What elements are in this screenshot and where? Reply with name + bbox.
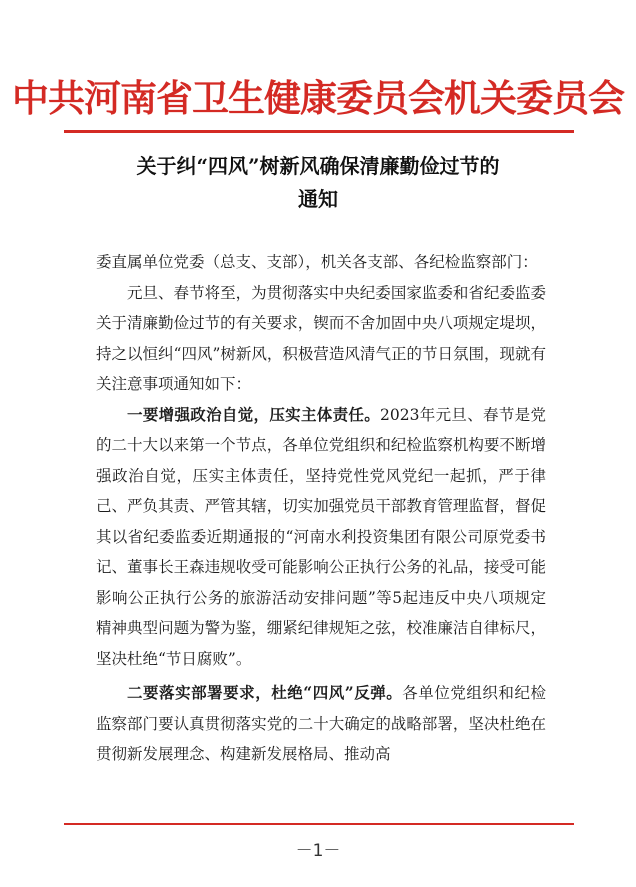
title-line-2: 通知 bbox=[298, 187, 338, 211]
section-2-paragraph bbox=[96, 678, 546, 770]
salutation: 委直属单位党委（总支、支部），机关各支部、各纪检监察部门： bbox=[96, 253, 538, 271]
title-line-1: 关于纠“四风”树新风确保清廉勤俭过节的 bbox=[136, 154, 500, 178]
document-body bbox=[96, 247, 546, 770]
page-number: －1－ bbox=[295, 841, 341, 861]
document-title bbox=[60, 150, 576, 216]
section-1-paragraph bbox=[96, 400, 546, 675]
section-2-heading: 二要落实部署要求，杜绝“四风”反弹。 bbox=[127, 683, 403, 702]
section-2-text: 各单位党组织和纪检监察部门要认真贯彻落实党的二十大确定的战略部署，坚决杜绝在贯彻新发展理念、构建新发展格局、推动高 bbox=[96, 684, 546, 763]
section-1-heading: 一要增强政治自觉，压实主体责任。 bbox=[127, 404, 381, 424]
footer-red-rule bbox=[64, 823, 574, 825]
header-red-rule bbox=[64, 130, 574, 133]
section-1-text: 2023年元旦、春节是党的二十大以来第一个节点，各单位党组织和纪检监察机构要不断增强政治自觉，压实主体责任，坚持党性党风党纪一起抓，严于律己、严负其责、严管其辖，切实加强党员干部教育管理监督，督促其以省纪委监委近期通报的“河南水利投资集团有限公司原党委书记、董事长王森违规收受可能影响公正执行公务的礼品，接受可能影响公正执行公务的旅游活动安排问题”等5起违反中央八项规定精神典型问题为警为鉴，绷紧纪律规矩之弦，校准廉洁自律标尺，坚决杜绝“节日腐败”。 bbox=[96, 405, 546, 668]
org-header: 中共河南省卫生健康委员会机关委员会 bbox=[12, 76, 624, 120]
intro-paragraph: 元旦、春节将至，为贯彻落实中央纪委国家监委和省纪委监委关于清廉勤俭过节的有关要求，锲而不舍加固中央八项规定堤坝，持之以恒纠“四风”树新风，积极营造风清气正的节日氛围，现就有关注意事项通知如下： bbox=[96, 283, 546, 393]
